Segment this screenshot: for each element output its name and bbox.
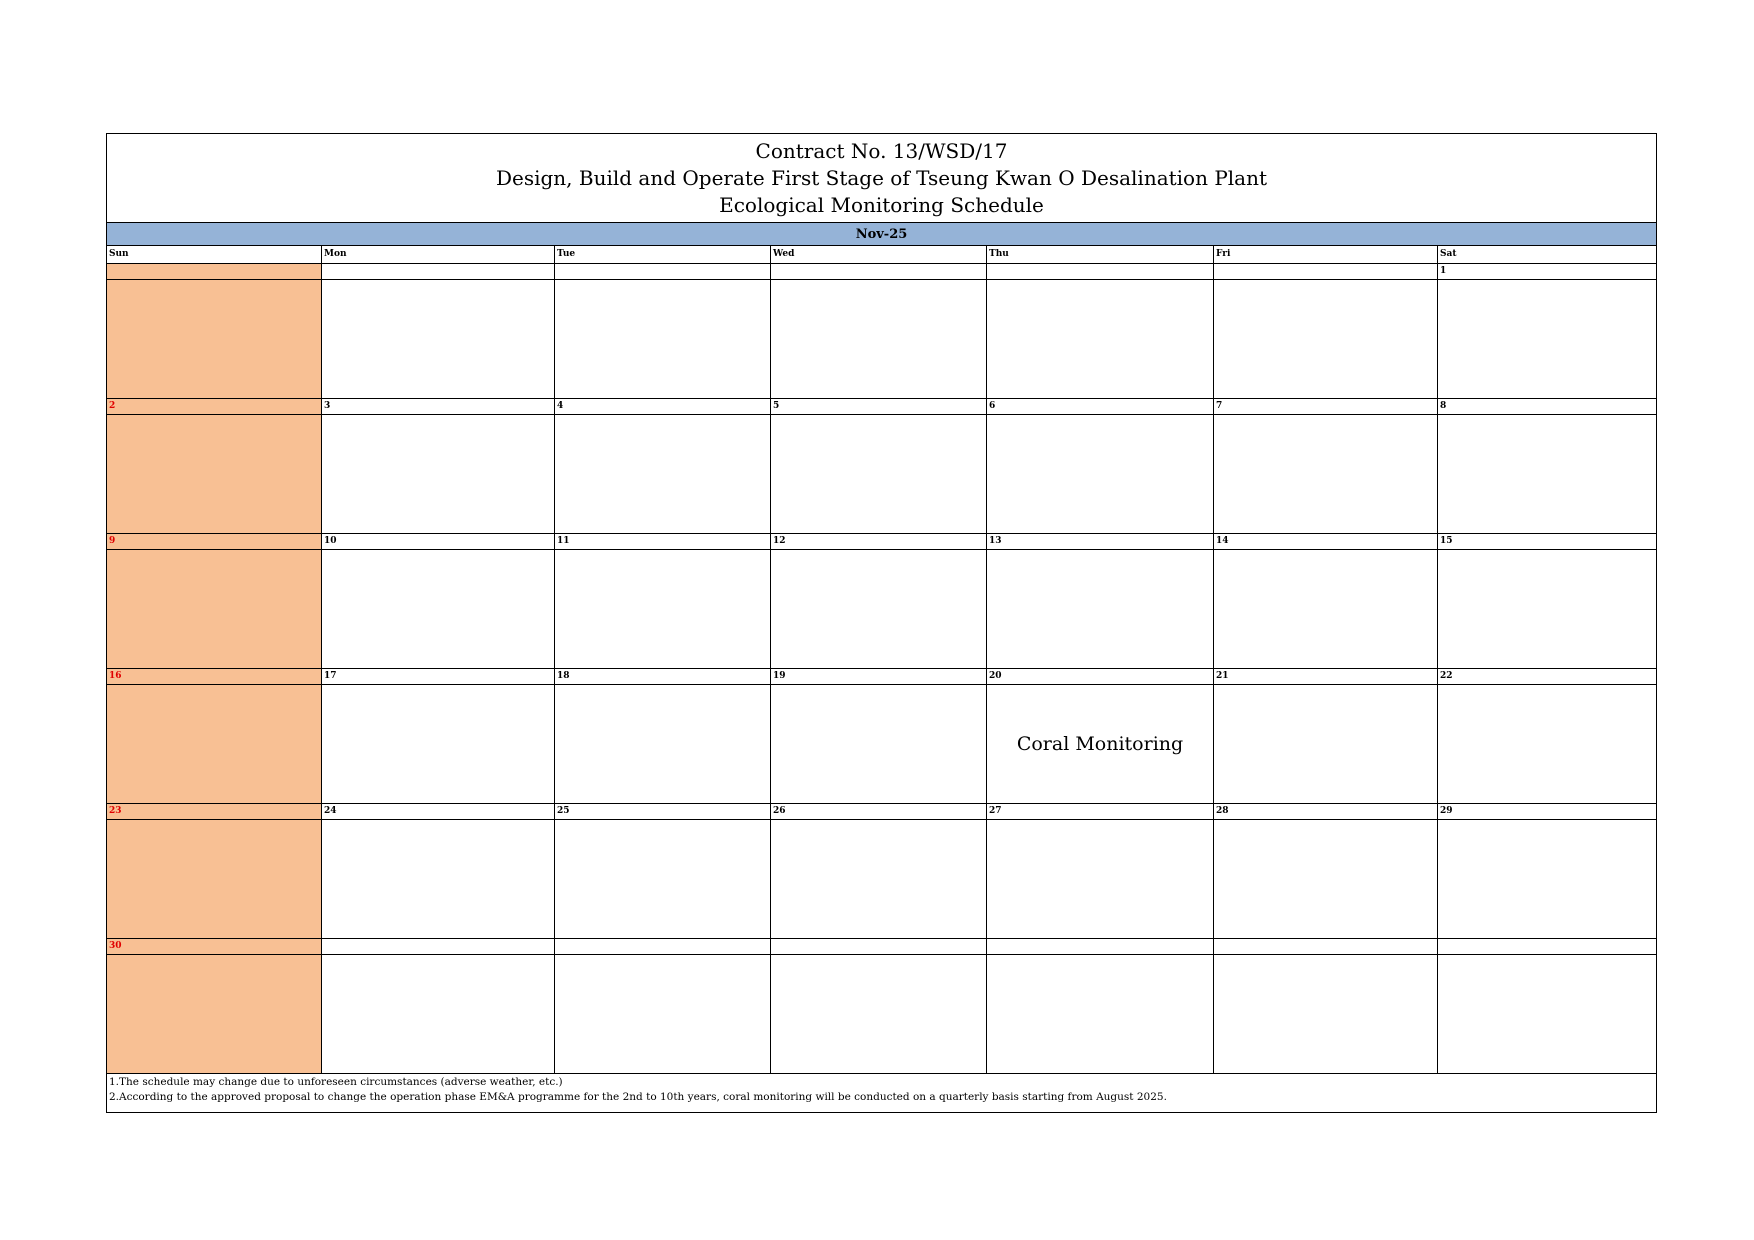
day-cell bbox=[987, 415, 1214, 533]
contract-number: Contract No. 13/WSD/17 bbox=[755, 138, 1008, 163]
day-cell bbox=[107, 415, 322, 533]
day-cell bbox=[1438, 685, 1656, 803]
date-number: 30 bbox=[107, 939, 322, 954]
day-cell bbox=[771, 550, 987, 668]
calendar-week bbox=[107, 534, 1656, 669]
day-cell bbox=[1438, 955, 1656, 1073]
date-number: 19 bbox=[771, 669, 987, 684]
day-cell bbox=[771, 820, 987, 938]
day-cell bbox=[1214, 955, 1438, 1073]
date-number bbox=[987, 264, 1214, 279]
schedule-notes bbox=[107, 1074, 1656, 1106]
day-cell: Coral Monitoring bbox=[987, 685, 1214, 803]
date-number-row bbox=[107, 534, 1656, 550]
day-cell bbox=[555, 415, 771, 533]
weekday-header-row bbox=[107, 246, 1656, 264]
weekday-sat: Sat bbox=[1440, 249, 1457, 259]
date-number bbox=[322, 939, 555, 954]
date-number-row bbox=[107, 939, 1656, 955]
day-cell bbox=[1438, 820, 1656, 938]
date-number-row bbox=[107, 804, 1656, 820]
note-2: 2.According to the approved proposal to change the operation phase EM&A programme for the 2nd to 10th years, coral monitoring will be conducted on a quarterly basis starting from August 2025. bbox=[109, 1091, 1167, 1103]
date-number: 13 bbox=[987, 534, 1214, 549]
day-cell bbox=[322, 685, 555, 803]
date-number: 1 bbox=[1440, 266, 1447, 276]
calendar-week bbox=[107, 804, 1656, 939]
date-number: 5 bbox=[771, 399, 987, 414]
date-number-row bbox=[107, 264, 1656, 280]
date-number: 10 bbox=[322, 534, 555, 549]
date-number: 9 bbox=[107, 534, 322, 549]
weekday-tue: Tue bbox=[555, 246, 771, 263]
day-cell bbox=[1438, 280, 1656, 398]
day-cell bbox=[555, 820, 771, 938]
weekday-fri: Fri bbox=[1214, 246, 1438, 263]
schedule-header bbox=[107, 134, 1656, 223]
date-number bbox=[107, 264, 322, 279]
day-cell bbox=[987, 550, 1214, 668]
day-cell bbox=[322, 415, 555, 533]
day-cell bbox=[1438, 550, 1656, 668]
date-number: 27 bbox=[987, 804, 1214, 819]
day-cell bbox=[1214, 550, 1438, 668]
day-cell bbox=[322, 280, 555, 398]
weekday-thu: Thu bbox=[987, 246, 1214, 263]
date-number: 22 bbox=[1440, 671, 1453, 681]
day-cell bbox=[1214, 685, 1438, 803]
date-number-row bbox=[107, 399, 1656, 415]
event-row bbox=[107, 685, 1656, 803]
day-cell bbox=[107, 280, 322, 398]
date-number: 24 bbox=[322, 804, 555, 819]
day-cell bbox=[555, 955, 771, 1073]
event-row bbox=[107, 280, 1656, 398]
date-number bbox=[555, 264, 771, 279]
day-cell bbox=[555, 685, 771, 803]
day-cell bbox=[107, 820, 322, 938]
weekday-mon: Mon bbox=[322, 246, 555, 263]
day-cell bbox=[771, 955, 987, 1073]
event-row bbox=[107, 820, 1656, 938]
date-number: 25 bbox=[555, 804, 771, 819]
date-number: 4 bbox=[555, 399, 771, 414]
date-number: 26 bbox=[771, 804, 987, 819]
date-number: 7 bbox=[1214, 399, 1438, 414]
date-number: 15 bbox=[1440, 536, 1453, 546]
weekday-sun: Sun bbox=[107, 246, 322, 263]
date-number: 16 bbox=[107, 669, 322, 684]
day-cell bbox=[771, 415, 987, 533]
date-number: 23 bbox=[107, 804, 322, 819]
date-number bbox=[987, 939, 1214, 954]
day-cell bbox=[322, 820, 555, 938]
date-number: 17 bbox=[322, 669, 555, 684]
day-cell bbox=[1214, 415, 1438, 533]
date-number: 14 bbox=[1214, 534, 1438, 549]
day-cell bbox=[107, 955, 322, 1073]
date-number bbox=[555, 939, 771, 954]
day-cell bbox=[987, 280, 1214, 398]
calendar-week bbox=[107, 264, 1656, 399]
date-number bbox=[1214, 939, 1438, 954]
day-cell bbox=[771, 685, 987, 803]
day-cell bbox=[107, 550, 322, 668]
date-number: 8 bbox=[1440, 401, 1447, 411]
day-cell bbox=[107, 685, 322, 803]
date-number-row bbox=[107, 669, 1656, 685]
date-number bbox=[771, 939, 987, 954]
day-cell bbox=[322, 550, 555, 668]
date-number bbox=[1438, 939, 1656, 954]
date-number: 21 bbox=[1214, 669, 1438, 684]
event-row bbox=[107, 955, 1656, 1073]
event-row bbox=[107, 415, 1656, 533]
day-cell bbox=[771, 280, 987, 398]
date-number: 3 bbox=[322, 399, 555, 414]
date-number bbox=[1214, 264, 1438, 279]
calendar-week bbox=[107, 669, 1656, 804]
project-title: Design, Build and Operate First Stage of Tseung Kwan O Desalination Plant bbox=[495, 165, 1268, 190]
day-cell bbox=[987, 820, 1214, 938]
month-label: Nov-25 bbox=[107, 223, 1656, 246]
day-cell bbox=[1438, 415, 1656, 533]
calendar-week bbox=[107, 939, 1656, 1074]
date-number: 2 bbox=[107, 399, 322, 414]
date-number: 20 bbox=[987, 669, 1214, 684]
day-cell bbox=[1214, 820, 1438, 938]
schedule-sheet bbox=[106, 133, 1657, 1113]
calendar-week bbox=[107, 399, 1656, 534]
schedule-title: Ecological Monitoring Schedule bbox=[719, 192, 1044, 217]
date-number: 6 bbox=[987, 399, 1214, 414]
day-cell bbox=[987, 955, 1214, 1073]
day-cell bbox=[1214, 280, 1438, 398]
weekday-wed: Wed bbox=[771, 246, 987, 263]
event-row bbox=[107, 550, 1656, 668]
calendar-weeks bbox=[107, 264, 1656, 1074]
day-cell bbox=[555, 550, 771, 668]
date-number: 28 bbox=[1214, 804, 1438, 819]
date-number: 11 bbox=[555, 534, 771, 549]
date-number: 29 bbox=[1440, 806, 1453, 816]
date-number bbox=[771, 264, 987, 279]
day-cell bbox=[555, 280, 771, 398]
date-number bbox=[322, 264, 555, 279]
note-1: 1.The schedule may change due to unforeseen circumstances (adverse weather, etc.) bbox=[109, 1076, 563, 1088]
day-cell bbox=[322, 955, 555, 1073]
date-number: 12 bbox=[771, 534, 987, 549]
date-number: 18 bbox=[555, 669, 771, 684]
